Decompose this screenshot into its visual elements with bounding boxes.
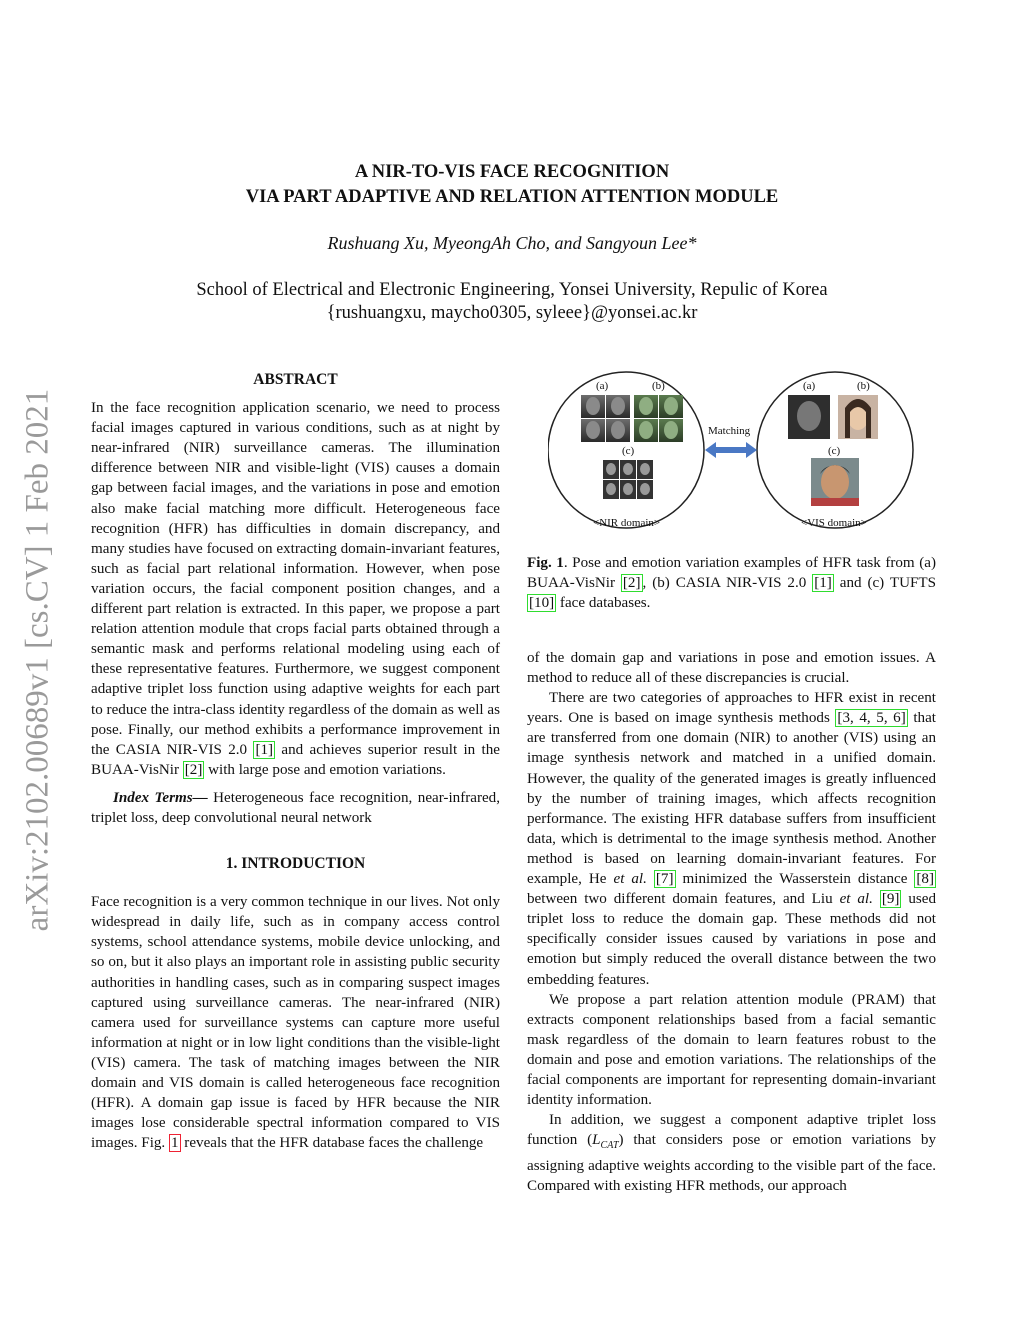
intro-text-end: reveals that the HFR database faces the challenge xyxy=(180,1135,484,1152)
citation-links-3-6[interactable]: [3, 4, 5, 6] xyxy=(837,710,906,727)
abstract-heading: ABSTRACT xyxy=(253,371,338,388)
paper-title xyxy=(0,160,1024,210)
et-al-2: et al. xyxy=(839,891,873,908)
citation-link-8[interactable]: [8] xyxy=(916,871,934,888)
vis-label-c: (c) xyxy=(828,445,841,457)
nir-label-c: (c) xyxy=(622,445,635,457)
p2-text-a: There are two categories of approaches to HFR exist in recent years. One is based on image synthesis methods xyxy=(527,690,936,727)
p2-text-b: that are transferred from one domain (NIR) to another (VIS) using an image synthesis network and matched in a unified domain. However, the quality of the generated images is greatly influenced by the number of training images, which affects recognition performance. The existing HFR database suffers from insufficient data, which is detrimental to the image synthesis method. Another method is based on learning domain-invariant features. For example, He xyxy=(527,710,936,888)
loss-symbol: L xyxy=(592,1132,601,1149)
intro-continued: of the domain gap and variations in pose and emotion issues. A method to reduce all of these discrepancies is crucial. xyxy=(527,650,936,687)
caption-text-c: and (c) TUFTS xyxy=(833,575,936,592)
vis-face-b xyxy=(838,395,878,439)
p2-text-c: minimized the Wasserstein distance xyxy=(675,871,915,888)
intro-paragraph-4 xyxy=(527,1110,936,1196)
p4-text-a: In addition, we suggest a component adaptive triplet loss function ( xyxy=(527,1112,936,1149)
figure-1-graphic xyxy=(548,368,930,538)
intro-text: Face recognition is a very common technique in our lives. Not only widespread in daily life, such as in company access control systems, school attendance systems, mobile device unlocking, and so on, but it also plays an important role in assisting public security authorities in handling cases, such as in comparing suspect images captured using surveillance cameras. The near-infrared (NIR) camera used for surveillance systems can capture more useful information at night or in low light conditions than the visible-light (VIS) camera. The task of matching images between the NIR domain and VIS domain is called heterogeneous face recognition (HFR). A domain gap issue is faced by HFR because the NIR images lose considerable spectral information compared to VIS images. Fig. xyxy=(91,894,500,1152)
vis-label-b: (b) xyxy=(857,380,870,392)
p4-text-b: ) that considers pose or emotion variations by assigning adaptive weights according to the visible part of the face. Compared with existing HFR methods, our approach xyxy=(527,1132,936,1195)
nir-domain-label: <NIR domain> xyxy=(593,517,661,529)
arxiv-id: arXiv:2102.00689v1 [cs.CV] 1 Feb 2021 xyxy=(19,388,56,932)
vis-label-a: (a) xyxy=(803,380,816,392)
left-column xyxy=(91,370,500,1153)
citation-link-1[interactable]: [1] xyxy=(255,741,274,758)
affiliation: School of Electrical and Electronic Engineering, Yonsei University, Repulic of Korea xyxy=(196,280,828,300)
p2-text-e: used triplet loss to reduce the domain gap. These methods did not specifically consider issues caused by variations in pose and emotion but simply reduced the overall distance between the two embedding features. xyxy=(527,891,936,988)
title-line-1: A NIR-TO-VIS FACE RECOGNITION xyxy=(354,162,670,182)
matching-label: Matching xyxy=(708,425,751,437)
abstract-end: with large pose and emotion variations. xyxy=(204,761,446,778)
abstract-text xyxy=(91,398,500,780)
vis-face-c xyxy=(811,458,859,506)
intro-paragraph-3: We propose a part relation attention module (PRAM) that extracts component relationships based from a facial semantic mask regardless of the domain to learn features robust to the domain and pose and emotion variations. The relationships of the facial components are important for representing domain-invariant identity information. xyxy=(527,991,936,1109)
nir-label-a: (a) xyxy=(596,380,609,392)
figure-link-1[interactable]: 1 xyxy=(170,1135,179,1152)
title-line-2: VIA PART ADAPTIVE AND RELATION ATTENTION MODULE xyxy=(245,187,779,207)
figure-1-caption xyxy=(527,553,936,613)
matching-arrow xyxy=(705,442,757,458)
caption-citation-1[interactable]: [1] xyxy=(814,575,832,592)
nir-label-b: (b) xyxy=(652,380,665,392)
intro-paragraph-2 xyxy=(527,688,936,989)
emails: {rushuangxu, maycho0305, syleee}@yonsei.ac.kr xyxy=(326,303,698,323)
intro-paragraph-1 xyxy=(91,892,500,1153)
right-column xyxy=(527,648,936,1197)
loss-subscript: CAT xyxy=(600,1140,619,1152)
citation-link-2[interactable]: [2] xyxy=(184,761,203,778)
citation-link-7[interactable]: [7] xyxy=(655,871,674,888)
arxiv-sidebar-stamp xyxy=(18,365,58,955)
et-al-1: et al. xyxy=(613,871,647,888)
index-terms xyxy=(91,788,500,828)
caption-text-a: . Pose and emotion variation examples of HFR task from (a) BUAA-VisNir xyxy=(527,555,936,592)
citation-link-9[interactable]: [9] xyxy=(881,891,900,908)
index-terms-label: Index Terms— xyxy=(113,789,208,806)
caption-text-b: , (b) CASIA NIR-VIS 2.0 xyxy=(642,575,813,592)
caption-text-d: face databases. xyxy=(556,595,651,612)
caption-citation-10[interactable]: [10] xyxy=(529,595,555,612)
caption-label: Fig. 1 xyxy=(527,555,564,571)
abstract-mid: and achieves superior result in the BUAA-VisNir xyxy=(91,741,500,778)
intro-heading: 1. INTRODUCTION xyxy=(225,855,366,873)
figure-1 xyxy=(548,368,930,538)
p2-text-d: between two different domain features, and Liu xyxy=(527,891,840,908)
vis-face-a xyxy=(788,395,830,439)
index-terms-text: Heterogeneous face recognition, near-infrared, triplet loss, deep convolutional neural network xyxy=(91,789,501,826)
vis-domain-label: <VIS domain> xyxy=(801,517,867,529)
abstract-body: In the face recognition application scenario, we need to process facial images captured in various conditions, such as at night by near-infrared (NIR) surveillance cameras. The illumination difference between NIR and visible-light (VIS) causes a domain gap between facial images, and the variations in pose and emotion also make facial matching more difficult. Heterogeneous face recognition (HFR) has difficulties in domain discrepancy, and many studies have focused on extracting domain-invariant features, such as facial part relational information. However, when pose variation occurs, the facial component position changes, and a different part relation is extracted. In this paper, we propose a part relation attention module that crops facial parts obtained through a semantic mask and performs relational modeling using each of these representative features. Furthermore, we suggest component adaptive triplet loss function using adaptive weights for each part to reduce the intra-class identity regardless of the domain as well as pose. Finally, our method exhibits a performance improvement in the CASIA NIR-VIS 2.0 xyxy=(91,400,500,758)
authors: Rushuang Xu, MyeongAh Cho, and Sangyoun Lee* xyxy=(327,233,697,253)
caption-citation-2[interactable]: [2] xyxy=(622,575,641,592)
affiliation-block xyxy=(0,279,1024,325)
